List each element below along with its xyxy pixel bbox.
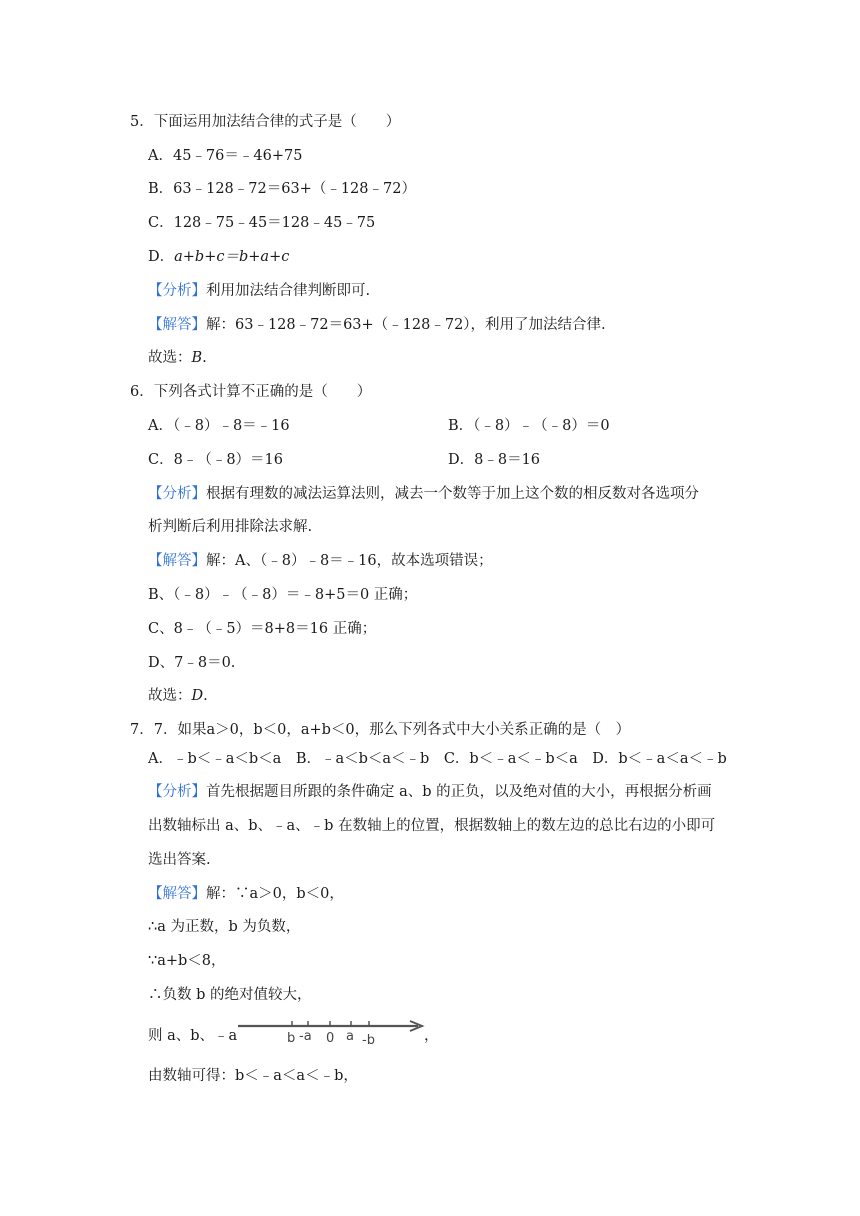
q6-option-d: D．8﹣8＝16 — [448, 452, 541, 468]
q7-analysis-text-3: 选出答案. — [148, 852, 211, 868]
q7-solution-4: ∴负数 b 的绝对值较大， — [148, 987, 312, 1003]
q7-solution-5-prefix: 则 a、b、﹣a — [148, 1028, 238, 1044]
q6-analysis-text-2: 析判断后利用排除法求解. — [148, 519, 313, 535]
q5-answer — [148, 348, 207, 368]
q5-option-d-label: D． — [148, 249, 175, 265]
q5-stem: 5．下面运用加法结合律的式子是（ ） — [130, 114, 401, 130]
q7-solution-1: 解：∵a＞0，b＜0， — [206, 886, 344, 902]
q6-stem: 6．下列各式计算不正确的是（ ） — [130, 384, 372, 400]
solution-tag: 【解答】 — [148, 317, 206, 333]
answer-letter: B — [191, 350, 203, 366]
solution-tag: 【解答】 — [148, 553, 206, 569]
q6-solution — [148, 551, 493, 571]
q5-option-c: C．128﹣75﹣45＝128﹣45﹣75 — [148, 215, 376, 231]
q5-option-d-expr: a+b+c＝b+a+c — [174, 249, 290, 265]
q7-options: A．﹣b＜﹣a＜b＜a B．﹣a＜b＜a＜﹣b C．b＜﹣a＜﹣b＜a D．b＜﹣a＜a＜﹣b — [148, 751, 727, 767]
analysis-tag: 【分析】 — [148, 283, 206, 299]
q6-analysis-text-1: 根据有理数的减法运算法则，减去一个数等于加上这个数的相反数对各选项分 — [206, 486, 699, 502]
label-a: a — [346, 1029, 354, 1044]
label-zero: 0 — [326, 1031, 335, 1046]
q6-answer — [148, 686, 208, 706]
solution-tag: 【解答】 — [148, 886, 206, 902]
q5-option-a: A．45﹣76＝﹣46+75 — [148, 148, 303, 164]
q5-analysis-text: 利用加法结合律判断即可. — [206, 283, 371, 299]
q7-analysis — [148, 782, 712, 802]
q5-analysis — [148, 281, 370, 301]
q6-solution-c: C、8﹣（﹣5）＝8+8＝16 正确； — [148, 621, 377, 637]
answer-prefix: 故选： — [148, 350, 192, 366]
q5-solution — [148, 315, 606, 335]
q7-analysis-text-1: 首先根据题目所跟的条件确定 a、b 的正负，以及绝对值的大小，再根据分析画 — [206, 784, 712, 800]
q7-stem: 7．7．如果a＞0，b＜0，a+b＜0，那么下列各式中大小关系正确的是（ ） — [130, 722, 631, 738]
q6-option-a: A．（﹣8）﹣8＝﹣16 — [148, 418, 290, 434]
q5-option-d — [148, 247, 289, 267]
q6-solution-d: D、7﹣8＝0. — [148, 655, 236, 671]
q5-option-b: B．63﹣128﹣72＝63+（﹣128﹣72） — [148, 181, 416, 197]
label-b: b — [287, 1031, 296, 1046]
analysis-tag: 【分析】 — [148, 784, 206, 800]
q5-solution-text: 解：63﹣128﹣72＝63+（﹣128﹣72），利用了加法结合律. — [206, 317, 606, 333]
q7-solution-2: ∴a 为正数，b 为负数， — [148, 919, 301, 935]
answer-suffix: . — [202, 350, 207, 366]
q6-analysis — [148, 484, 699, 504]
q7-solution-5-suffix: ， — [424, 1028, 439, 1044]
answer-suffix: . — [203, 688, 208, 704]
q7-solution-3: ∵a+b＜8， — [148, 953, 226, 969]
q7-analysis-text-2: 出数轴标出 a、b、﹣a、﹣b 在数轴上的位置，根据数轴上的数左边的总比右边的小即可 — [148, 818, 716, 834]
q6-solution-b: B、（﹣8）﹣（﹣8）＝﹣8+5＝0 正确； — [148, 587, 418, 603]
answer-letter: D — [191, 688, 204, 704]
answer-prefix: 故选： — [148, 688, 192, 704]
label-neg-a: -a — [299, 1029, 312, 1044]
q6-solution-a: 解：A、（﹣8）﹣8＝﹣16，故本选项错误； — [206, 553, 493, 569]
q7-solution-6: 由数轴可得：b＜﹣a＜a＜﹣b， — [148, 1068, 358, 1084]
q6-option-c: C．8﹣（﹣8）＝16 — [148, 452, 283, 468]
analysis-tag: 【分析】 — [148, 486, 206, 502]
label-neg-b: -b — [362, 1033, 375, 1048]
q7-solution — [148, 884, 344, 904]
number-line-figure — [236, 1016, 428, 1050]
q6-option-b: B．（﹣8）﹣（﹣8）＝0 — [448, 418, 610, 434]
